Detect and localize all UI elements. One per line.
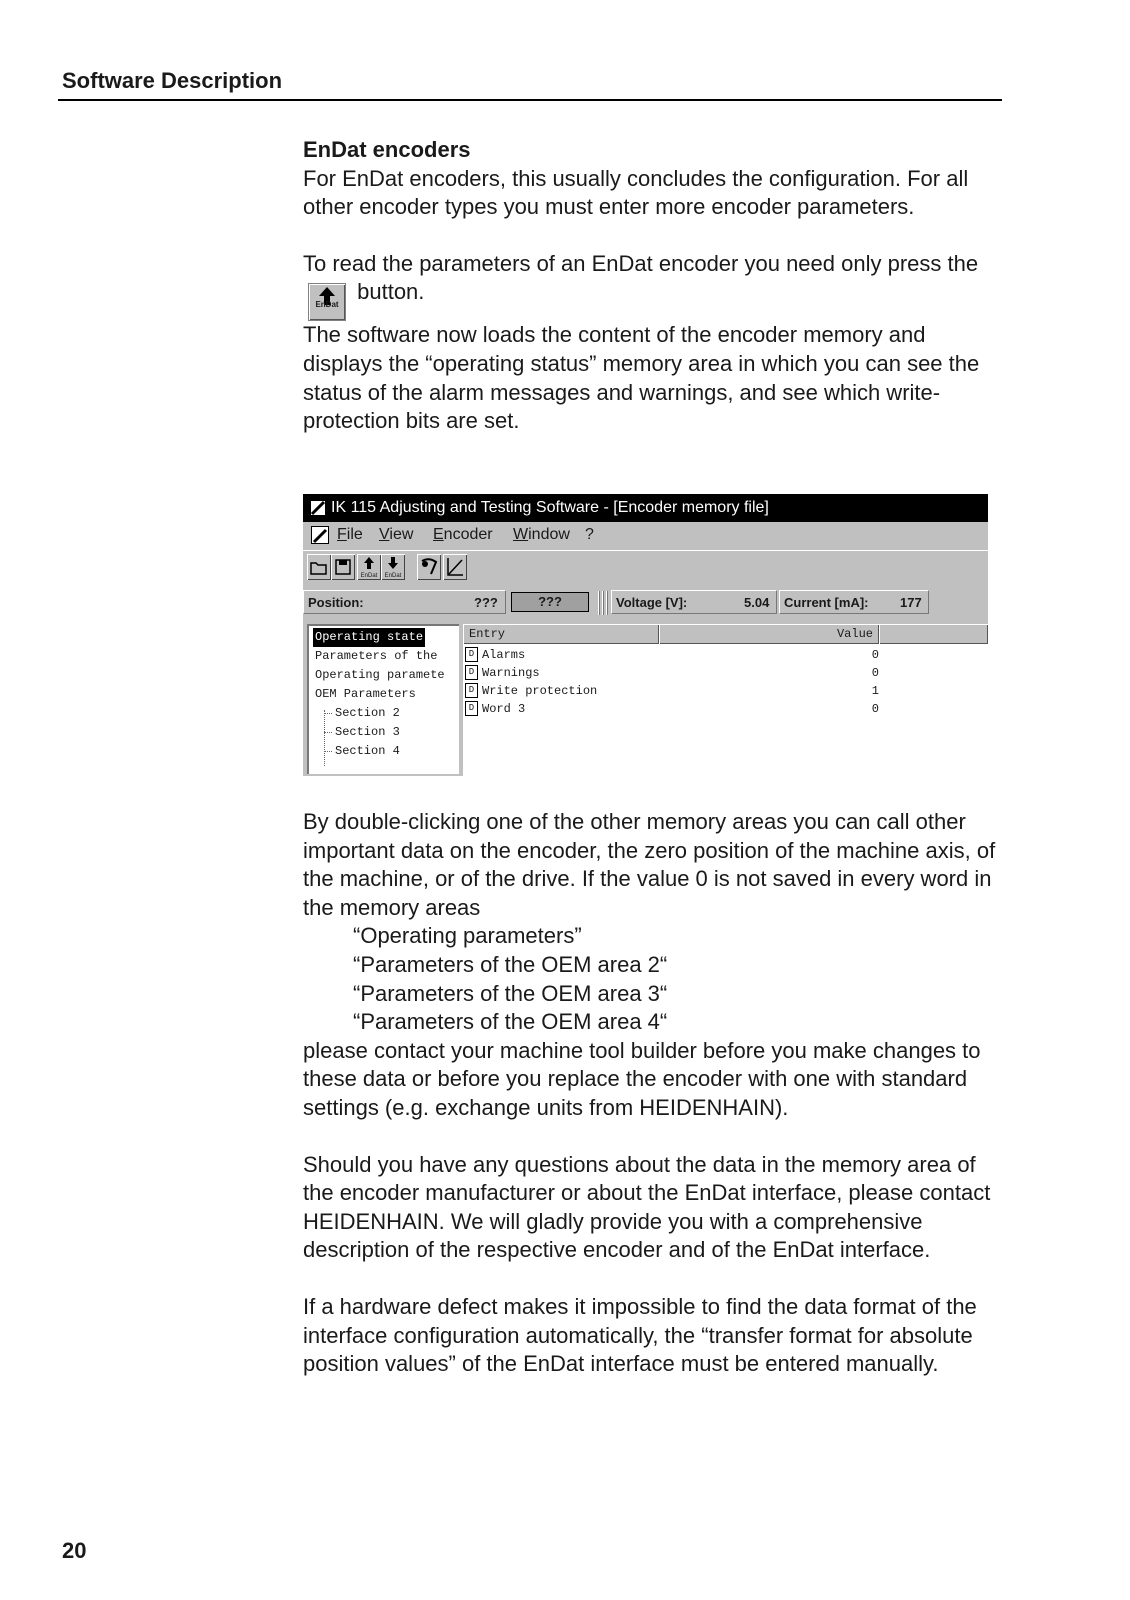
open-folder-icon[interactable] (307, 554, 331, 580)
write-encoder-label: EnDat (384, 573, 402, 579)
contact-builder-paragraph: please contact your machine tool builder before you make changes to these data or before you replace the encoder with one with standard settings (e.g. exchange units from HEIDENHAIN). (303, 1037, 981, 1120)
tree-branch (324, 732, 332, 733)
entry-name: Word 3 (482, 702, 526, 716)
entry-value: 0 (871, 666, 879, 680)
status-grip (598, 591, 608, 615)
entry-name: Write protection (482, 684, 598, 698)
tree-item-section-3[interactable]: Section 3 (335, 725, 400, 739)
title-bar (303, 494, 988, 522)
section-header: Software Description (62, 68, 283, 93)
current-field (779, 590, 929, 614)
software-screenshot (303, 494, 988, 776)
loads-content-paragraph: The software now loads the content of the encoder memory and displays the “operating status” memory area in which you can see the status of the alarm messages and warnings, and see which write-protection bits are set. (303, 322, 980, 434)
memory-area-tree (307, 624, 459, 774)
menu-file[interactable]: File (337, 526, 363, 543)
button-text: button. (357, 279, 425, 305)
position-box: ??? (511, 592, 589, 612)
entry-value: 0 (871, 702, 879, 716)
read-parameters-paragraph (303, 250, 1003, 322)
section-heading: EnDat encoders (303, 137, 471, 162)
tree-item-parameters-manufacturer[interactable]: Parameters of the (315, 649, 438, 663)
app-icon (309, 499, 327, 517)
read-encoder-button[interactable] (357, 554, 381, 580)
intro-block (303, 136, 1003, 436)
area-item: “Parameters of the OEM area 4“ (353, 1009, 668, 1035)
contact-heidenhain-paragraph: Should you have any questions about the data in the memory area of the encoder manufacturer or about the EnDat interface, please contact HEIDENHAIN. We will gladly provide you with a comprehensive description of the respective encoder and of the EnDat interface. (303, 1151, 991, 1263)
status-bar (303, 588, 988, 618)
data-word-icon: D (465, 665, 478, 680)
tree-item-section-2[interactable]: Section 2 (335, 706, 400, 720)
column-header-blank (879, 624, 988, 644)
tree-item-operating-parameters[interactable]: Operating paramete (315, 668, 445, 682)
data-word-icon: D (465, 701, 478, 716)
adjust-icon[interactable] (417, 554, 441, 580)
endat-label: EnDat (315, 299, 339, 309)
data-word-icon: D (465, 683, 478, 698)
page-number: 20 (62, 1538, 87, 1563)
position-value: ??? (474, 595, 498, 610)
menu-window[interactable]: Window (513, 526, 570, 543)
endat-read-button-image (308, 283, 346, 321)
list-item[interactable] (463, 700, 988, 718)
tree-item-section-4[interactable]: Section 4 (335, 744, 400, 758)
tree-connector (324, 710, 325, 766)
entry-value: 1 (871, 684, 879, 698)
list-item[interactable] (463, 682, 988, 700)
entry-name: Alarms (482, 648, 526, 662)
menu-encoder[interactable]: Encoder (433, 526, 493, 543)
read-parameters-text: To read the parameters of an EnDat encoder you need only press the (303, 250, 979, 276)
entry-value: 0 (871, 648, 879, 662)
window-title: IK 115 Adjusting and Testing Software - [Encoder memory file] (331, 499, 769, 516)
current-value: 177 (900, 595, 922, 610)
voltage-value: 5.04 (744, 595, 770, 610)
entry-name: Warnings (482, 666, 540, 680)
list-item[interactable] (463, 664, 988, 682)
measure-icon[interactable] (443, 554, 467, 580)
read-encoder-label: EnDat (360, 573, 378, 579)
tree-item-operating-state[interactable]: Operating state (313, 628, 425, 647)
document-icon[interactable] (311, 526, 329, 544)
double-click-paragraph: By double-clicking one of the other memory areas you can call other important data on the encoder, the zero position of the machine axis, of the machine, or of the drive. If the value 0 is not saved in every word in the memory areas (303, 809, 996, 920)
body-block (303, 808, 1003, 1379)
position-label: Position: (308, 595, 364, 610)
area-item: “Parameters of the OEM area 3“ (353, 980, 668, 1006)
content-panes (303, 620, 988, 776)
column-header-entry[interactable]: Entry (463, 624, 659, 644)
menu-view[interactable]: View (379, 526, 414, 543)
data-word-icon: D (465, 647, 478, 662)
tree-item-oem-parameters[interactable]: OEM Parameters (315, 687, 416, 701)
intro-paragraph: For EnDat encoders, this usually concludes the configuration. For all other encoder types you must enter more encoder parameters. (303, 165, 969, 220)
list-item[interactable] (463, 646, 988, 664)
toolbar (303, 550, 988, 585)
menu-help[interactable]: ? (585, 526, 594, 543)
memory-entry-list (463, 624, 988, 776)
position-field (303, 590, 506, 614)
tree-branch (324, 751, 332, 752)
voltage-label: Voltage [V]: (616, 595, 688, 610)
area-item: “Operating parameters” (353, 923, 582, 949)
current-label: Current [mA]: (784, 595, 869, 610)
save-icon[interactable] (331, 554, 355, 580)
voltage-field (611, 590, 777, 614)
header-rule (58, 99, 1002, 101)
write-encoder-button[interactable] (381, 554, 405, 580)
column-header-value[interactable]: Value (659, 624, 879, 644)
tree-branch (324, 713, 332, 714)
area-item: “Parameters of the OEM area 2“ (353, 951, 668, 977)
hardware-defect-paragraph: If a hardware defect makes it impossible to find the data format of the interface configuration automatically, the “transfer format for absolute position values” of the EnDat interface must be entered manually. (303, 1293, 977, 1377)
menu-bar (303, 522, 988, 548)
